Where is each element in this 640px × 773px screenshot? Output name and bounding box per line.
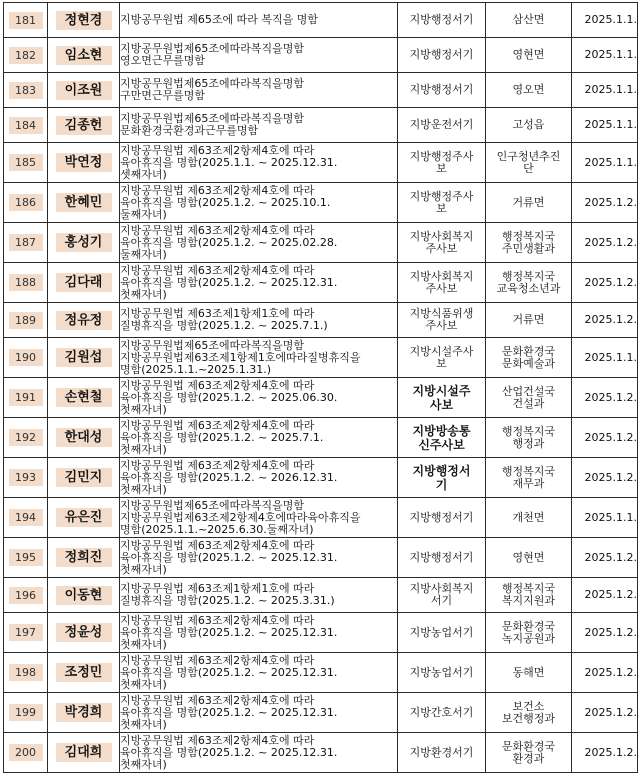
effective-date: 2025.1.1.: [572, 38, 638, 73]
row-number-cell: [4, 3, 48, 38]
row-number-cell: [4, 458, 48, 498]
order-reason: 지방공무원법제65조에따라복직을명함 구만면근무를명함: [120, 73, 398, 108]
table-row: [4, 263, 638, 303]
employee-name: 김대희: [56, 743, 112, 762]
position-title: 지방농업서기: [398, 653, 486, 693]
effective-date: 2025.1.2.: [572, 223, 638, 263]
order-reason: 지방공무원법 제63조제1항제1호에 따라 질병휴직을 명함(2025.1.2. ~ 2025.3.31.): [120, 578, 398, 613]
table-row: [4, 3, 638, 38]
position-title: 지방행정서기: [398, 3, 486, 38]
row-number: 200: [9, 744, 43, 761]
table-row: [4, 108, 638, 143]
table-row: [4, 458, 638, 498]
order-reason: 지방공무원법 제63조제2항제4호에 따라 육아휴직을 명함(2025.1.2. ~ 2025.12.31. 첫째자녀): [120, 653, 398, 693]
row-number: 196: [9, 587, 43, 604]
table-row: [4, 498, 638, 538]
department: 인구청년추진 단: [486, 143, 572, 183]
table-row: [4, 418, 638, 458]
row-number: 192: [9, 429, 43, 446]
employee-name: 정유정: [56, 311, 112, 330]
position-title: 지방환경서기: [398, 733, 486, 773]
effective-date: 2025.1.2.: [572, 418, 638, 458]
department: 삼산면: [486, 3, 572, 38]
order-reason: 지방공무원법 제63조제2항제4호에 따라 육아휴직을 명함(2025.1.2. ~ 2025.7.1. 첫째자녀): [120, 418, 398, 458]
row-number: 194: [9, 509, 43, 526]
table-body: [4, 3, 638, 773]
employee-name-cell: [48, 183, 120, 223]
employee-name-cell: [48, 578, 120, 613]
position-title: 지방농업서기: [398, 613, 486, 653]
employee-name-cell: [48, 733, 120, 773]
employee-name-cell: [48, 613, 120, 653]
row-number: 181: [9, 12, 43, 29]
effective-date: 2025.1.1.: [572, 3, 638, 38]
row-number-cell: [4, 653, 48, 693]
employee-name-cell: [48, 378, 120, 418]
row-number-cell: [4, 538, 48, 578]
row-number: 186: [9, 194, 43, 211]
employee-name: 임소현: [56, 46, 112, 65]
order-reason: 지방공무원법제65조에따라복직을명함 지방공무원법제63조제1항제1호에따라질병휴직을 명함(2025.1.1.~2025.1.31.): [120, 338, 398, 378]
order-reason: 지방공무원법제65조에따라복직을명함 지방공무원법제63조제2항제4호에따라육아휴직을 명함(2025.1.1.~2025.6.30.둘째자녀): [120, 498, 398, 538]
employee-name-cell: [48, 38, 120, 73]
effective-date: 2025.1.2.: [572, 263, 638, 303]
order-reason: 지방공무원법 제63조제2항제4호에 따라 육아휴직을 명함(2025.1.2. ~ 2025.12.31. 첫째자녀): [120, 263, 398, 303]
department: 문화환경국 녹지공원과: [486, 613, 572, 653]
department: 문화환경국 문화예술과: [486, 338, 572, 378]
employee-name: 김원섭: [56, 348, 112, 367]
row-number-cell: [4, 38, 48, 73]
effective-date: 2025.1.1.: [572, 108, 638, 143]
employee-name: 박연정: [56, 153, 112, 172]
employee-name-cell: [48, 108, 120, 143]
order-reason: 지방공무원법제65조에따라복직을명함 문화환경국환경과근무를명함: [120, 108, 398, 143]
row-number: 193: [9, 469, 43, 486]
position-title: 지방행정서기: [398, 73, 486, 108]
row-number: 185: [9, 154, 43, 171]
row-number: 188: [9, 274, 43, 291]
order-reason: 지방공무원법제65조에따라복직을명함 영오면근무를명함: [120, 38, 398, 73]
order-reason: 지방공무원법 제63조제2항제4호에 따라 육아휴직을 명함(2025.1.2. ~ 2025.12.31. 첫째자녀): [120, 538, 398, 578]
employee-name: 김종헌: [56, 116, 112, 135]
effective-date: 2025.1.2.: [572, 578, 638, 613]
employee-name: 김다래: [56, 273, 112, 292]
order-reason: 지방공무원법 제63조제2항제4호에 따라 육아휴직을 명함(2025.1.2. ~ 2025.12.31. 첫째자녀): [120, 693, 398, 733]
row-number-cell: [4, 143, 48, 183]
position-title: 지방행정주사 보: [398, 183, 486, 223]
position-title: 지방행정서기: [398, 38, 486, 73]
order-reason: 지방공무원법 제63조제2항제4호에 따라 육아휴직을 명함(2025.1.2. ~ 2025.12.31. 첫째자녀): [120, 613, 398, 653]
position-title: 지방행정서 기: [398, 458, 486, 498]
order-reason: 지방공무원법 제63조제2항제4호에 따라 육아휴직을 명함(2025.1.2. ~ 2025.02.28. 둘째자녀): [120, 223, 398, 263]
row-number: 197: [9, 624, 43, 641]
order-reason: 지방공무원법 제63조제2항제4호에 따라 육아휴직을 명함(2025.1.1. ~ 2025.12.31. 셋째자녀): [120, 143, 398, 183]
employee-name: 홍성기: [56, 233, 112, 252]
effective-date: 2025.1.1.: [572, 338, 638, 378]
department: 행정복지국 행정과: [486, 418, 572, 458]
row-number-cell: [4, 108, 48, 143]
employee-name-cell: [48, 338, 120, 378]
effective-date: 2025.1.2.: [572, 693, 638, 733]
row-number: 199: [9, 704, 43, 721]
effective-date: 2025.1.2.: [572, 613, 638, 653]
table-row: [4, 733, 638, 773]
department: 문화환경국 환경과: [486, 733, 572, 773]
employee-name: 이조원: [56, 81, 112, 100]
table-row: [4, 303, 638, 338]
employee-name-cell: [48, 263, 120, 303]
row-number: 189: [9, 312, 43, 329]
position-title: 지방행정서기: [398, 498, 486, 538]
department: 행정복지국 교육청소년과: [486, 263, 572, 303]
row-number-cell: [4, 303, 48, 338]
employee-name-cell: [48, 303, 120, 338]
effective-date: 2025.1.2.: [572, 458, 638, 498]
employee-name: 정윤성: [56, 623, 112, 642]
employee-name-cell: [48, 3, 120, 38]
department: 거류면: [486, 183, 572, 223]
position-title: 지방방송통 신주사보: [398, 418, 486, 458]
row-number-cell: [4, 378, 48, 418]
department: 영현면: [486, 38, 572, 73]
employee-name-cell: [48, 653, 120, 693]
employee-name: 손현철: [56, 388, 112, 407]
row-number: 190: [9, 349, 43, 366]
position-title: 지방사회복지 서기: [398, 578, 486, 613]
department: 보건소 보건행정과: [486, 693, 572, 733]
employee-name-cell: [48, 223, 120, 263]
order-reason: 지방공무원법 제63조제2항제4호에 따라 육아휴직을 명함(2025.1.2. ~ 2026.12.31. 첫째자녀): [120, 458, 398, 498]
table-row: [4, 338, 638, 378]
table-row: [4, 378, 638, 418]
order-reason: 지방공무원법 제63조제2항제4호에 따라 육아휴직을 명함(2025.1.2. ~ 2025.12.31. 첫째자녀): [120, 733, 398, 773]
effective-date: 2025.1.2.: [572, 538, 638, 578]
position-title: 지방식품위생 주사보: [398, 303, 486, 338]
employee-name-cell: [48, 458, 120, 498]
effective-date: 2025.1.2.: [572, 303, 638, 338]
effective-date: 2025.1.2.: [572, 653, 638, 693]
position-title: 지방사회복지 주사보: [398, 223, 486, 263]
position-title: 지방행정주사 보: [398, 143, 486, 183]
row-number: 191: [9, 389, 43, 406]
employee-name: 정현경: [56, 11, 112, 30]
employee-name: 유은진: [56, 508, 112, 527]
row-number-cell: [4, 578, 48, 613]
table-row: [4, 578, 638, 613]
row-number-cell: [4, 183, 48, 223]
effective-date: 2025.1.2.: [572, 378, 638, 418]
department: 고성읍: [486, 108, 572, 143]
personnel-order-table: [3, 2, 638, 773]
position-title: 지방행정서기: [398, 538, 486, 578]
row-number-cell: [4, 338, 48, 378]
row-number-cell: [4, 223, 48, 263]
row-number-cell: [4, 613, 48, 653]
department: 개천면: [486, 498, 572, 538]
department: 행정복지국 주민생활과: [486, 223, 572, 263]
employee-name-cell: [48, 418, 120, 458]
employee-name-cell: [48, 498, 120, 538]
order-reason: 지방공무원법 제63조제2항제4호에 따라 육아휴직을 명함(2025.1.2. ~ 2025.10.1. 둘째자녀): [120, 183, 398, 223]
effective-date: 2025.1.2.: [572, 183, 638, 223]
table-row: [4, 73, 638, 108]
table-row: [4, 693, 638, 733]
order-reason: 지방공무원법 제63조제1항제1호에 따라 질병휴직을 명함(2025.1.2. ~ 2025.7.1.): [120, 303, 398, 338]
row-number-cell: [4, 73, 48, 108]
row-number-cell: [4, 418, 48, 458]
department: 행정복지국 복지지원과: [486, 578, 572, 613]
employee-name-cell: [48, 143, 120, 183]
row-number: 184: [9, 117, 43, 134]
employee-name: 한대성: [56, 428, 112, 447]
table-row: [4, 653, 638, 693]
table-row: [4, 183, 638, 223]
position-title: 지방시설주사 보: [398, 338, 486, 378]
row-number-cell: [4, 263, 48, 303]
table-row: [4, 38, 638, 73]
department: 거류면: [486, 303, 572, 338]
position-title: 지방운전서기: [398, 108, 486, 143]
row-number-cell: [4, 693, 48, 733]
employee-name-cell: [48, 73, 120, 108]
department: 산업건설국 건설과: [486, 378, 572, 418]
row-number: 198: [9, 664, 43, 681]
employee-name: 조정민: [56, 663, 112, 682]
employee-name: 정희진: [56, 548, 112, 567]
position-title: 지방사회복지 주사보: [398, 263, 486, 303]
position-title: 지방간호서기: [398, 693, 486, 733]
table-row: [4, 223, 638, 263]
employee-name: 박경희: [56, 703, 112, 722]
effective-date: 2025.1.1.: [572, 143, 638, 183]
department: 동해면: [486, 653, 572, 693]
row-number: 182: [9, 47, 43, 64]
department: 영현면: [486, 538, 572, 578]
employee-name-cell: [48, 693, 120, 733]
effective-date: 2025.1.1.: [572, 73, 638, 108]
table-row: [4, 538, 638, 578]
position-title: 지방시설주 사보: [398, 378, 486, 418]
row-number: 195: [9, 549, 43, 566]
row-number: 187: [9, 234, 43, 251]
order-reason: 지방공무원법 제63조제2항제4호에 따라 육아휴직을 명함(2025.1.2. ~ 2025.06.30. 첫째자녀): [120, 378, 398, 418]
row-number-cell: [4, 733, 48, 773]
employee-name-cell: [48, 538, 120, 578]
employee-name: 이동현: [56, 586, 112, 605]
department: 영오면: [486, 73, 572, 108]
effective-date: 2025.1.2.: [572, 733, 638, 773]
row-number-cell: [4, 498, 48, 538]
employee-name: 김민지: [56, 468, 112, 487]
order-reason: 지방공무원법 제65조에 따라 복직을 명함: [120, 3, 398, 38]
row-number: 183: [9, 82, 43, 99]
table-row: [4, 143, 638, 183]
table-row: [4, 613, 638, 653]
department: 행정복지국 재무과: [486, 458, 572, 498]
effective-date: 2025.1.1.: [572, 498, 638, 538]
employee-name: 한혜민: [56, 193, 112, 212]
